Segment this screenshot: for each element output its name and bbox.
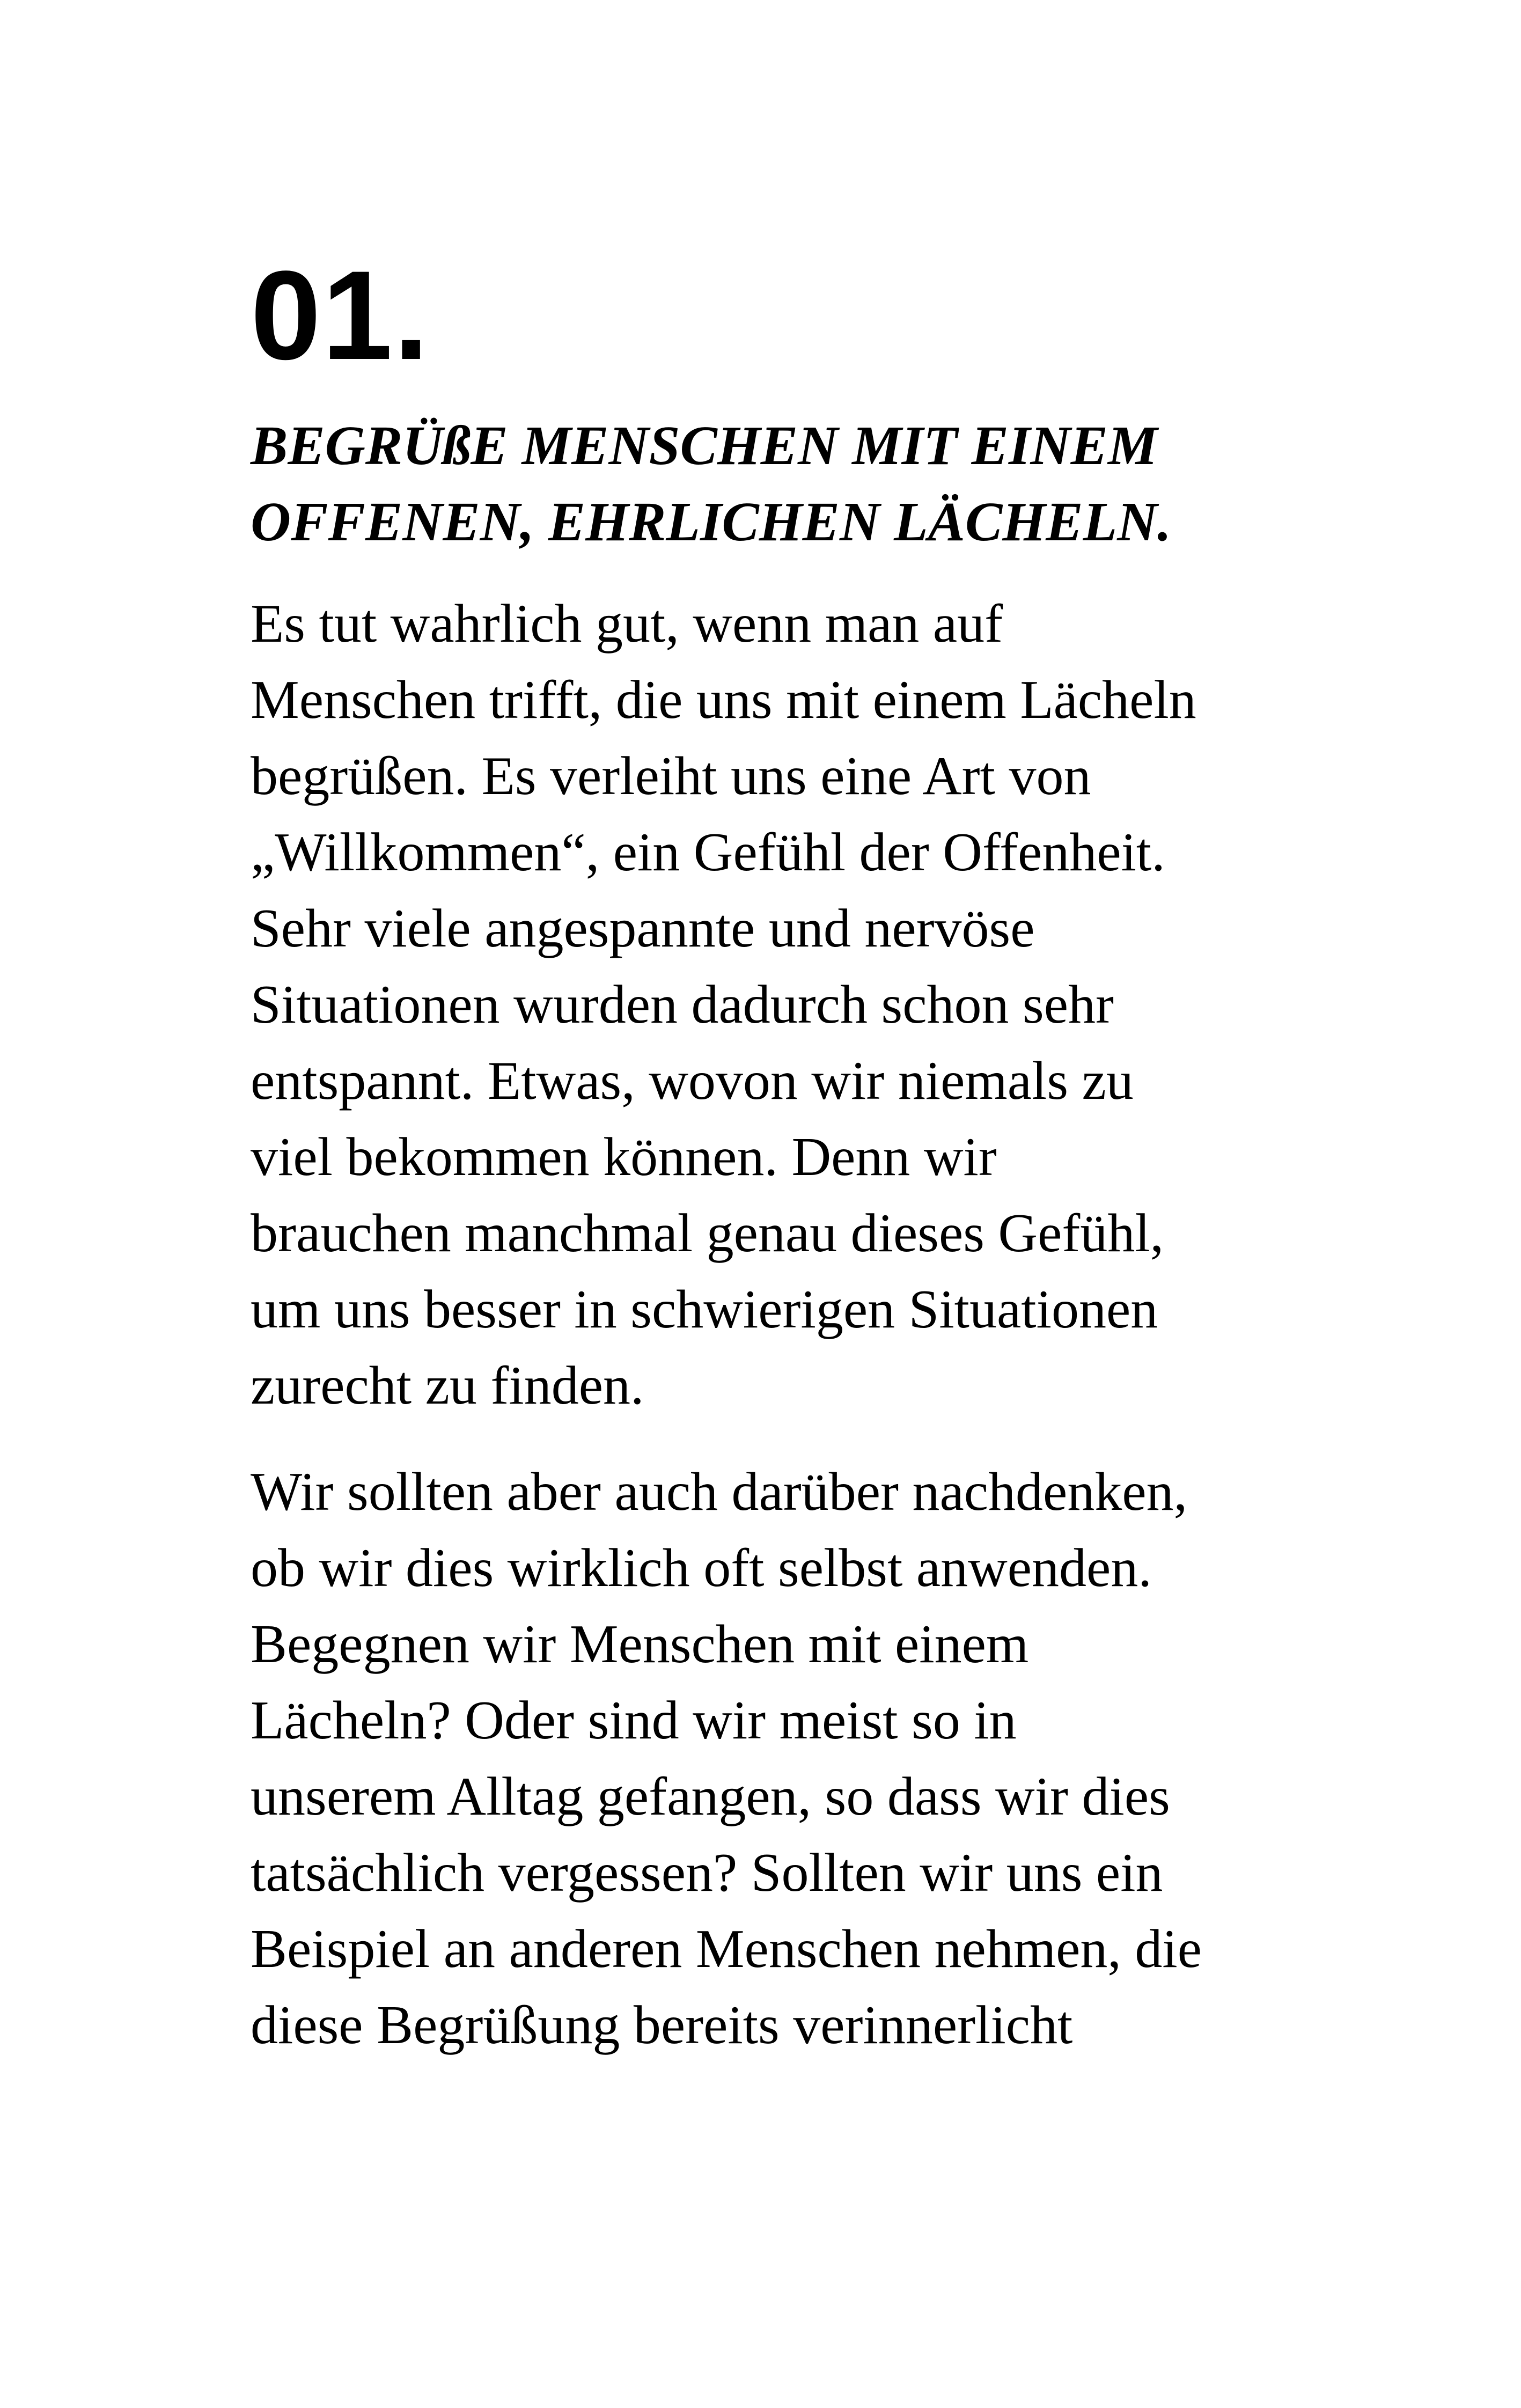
text-line: Lächeln? Oder sind wir meist so in xyxy=(251,1690,1017,1751)
text-line: zurecht zu finden. xyxy=(251,1355,644,1416)
heading-line: OFFENEN, EHRLICHEN LÄCHELN. xyxy=(251,491,1172,553)
text-line: diese Begrüßung bereits verinnerlicht xyxy=(251,1995,1073,2055)
text-line: viel bekommen können. Denn wir xyxy=(251,1127,997,1187)
text-line: Wir sollten aber auch darüber nachdenken, xyxy=(251,1462,1188,1522)
text-line: tatsächlich vergessen? Sollten wir uns ein xyxy=(251,1842,1163,1903)
chapter-heading xyxy=(251,408,1302,560)
text-line: Beispiel an anderen Menschen nehmen, die xyxy=(251,1919,1202,1979)
chapter-number: 01. xyxy=(251,245,430,386)
text-line: um uns besser in schwierigen Situationen xyxy=(251,1279,1158,1340)
text-line: „Willkommen“, ein Gefühl der Offenheit. xyxy=(251,822,1165,883)
text-line: unserem Alltag gefangen, so dass wir dies xyxy=(251,1766,1170,1827)
text-line: ob wir dies wirklich oft selbst anwenden. xyxy=(251,1538,1152,1598)
text-line: Begegnen wir Menschen mit einem xyxy=(251,1614,1029,1675)
body-paragraph-2 xyxy=(251,1454,1302,2064)
text-line: Es tut wahrlich gut, wenn man auf xyxy=(251,593,1003,654)
heading-line: BEGRÜßE MENSCHEN MIT EINEM xyxy=(251,415,1158,476)
text-line: Situationen wurden dadurch schon sehr xyxy=(251,974,1114,1035)
text-line: Sehr viele angespannte und nervöse xyxy=(251,898,1035,959)
text-line: begrüßen. Es verleiht uns eine Art von xyxy=(251,746,1091,806)
text-line: Menschen trifft, die uns mit einem Lächeln xyxy=(251,670,1196,730)
text-line: entspannt. Etwas, wovon wir niemals zu xyxy=(251,1051,1134,1111)
chapter-content xyxy=(251,245,1302,2064)
body-paragraph-1 xyxy=(251,586,1302,1424)
text-line: brauchen manchmal genau dieses Gefühl, xyxy=(251,1203,1164,1264)
